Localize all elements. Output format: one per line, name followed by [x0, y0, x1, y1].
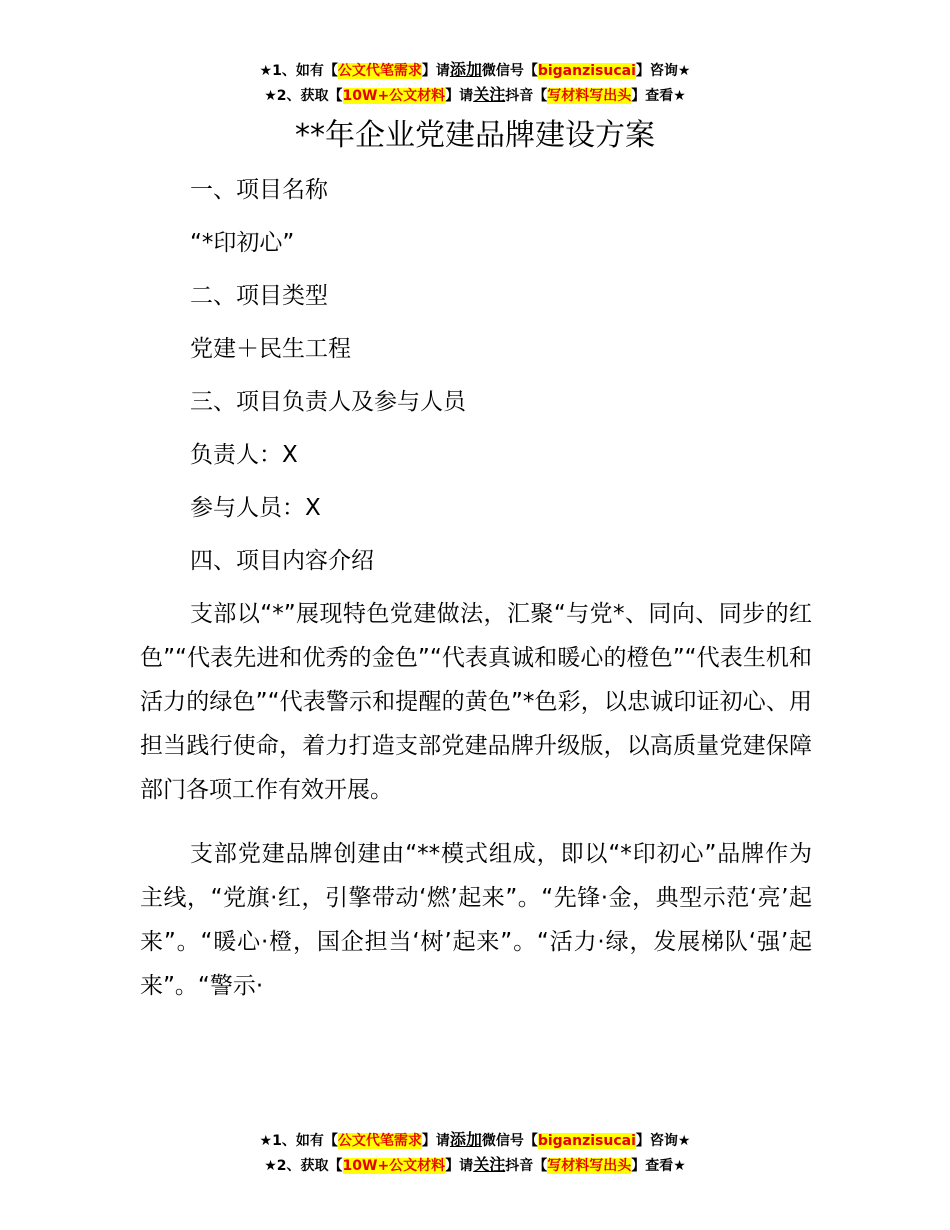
promo-text: 2、获取【 [276, 88, 343, 104]
promo-text: 1、如有【 [272, 1133, 338, 1149]
promo-text: 抖音【 [505, 1158, 548, 1174]
star-icon: ★ [673, 1158, 686, 1174]
footer-promo-banner [0, 1128, 950, 1178]
content-paragraph-2: 支部党建品牌创建由“**模式组成，即以“*印初心”品牌作为主线，“党旗·红，引擎带动‘燃’起来”。“先锋·金，典型示范‘亮’起来”。“暖心·橙，国企担当‘树’起来”。“活力·绿，发展梯队‘强’起来”。“警示· [140, 841, 812, 999]
section-heading-content: 四、项目内容介绍 [190, 548, 374, 574]
promo-underlined: 关注 [473, 1155, 506, 1174]
project-participants: 参与人员：X [190, 495, 321, 521]
promo-text: 】查看 [631, 1158, 674, 1174]
promo-text: 】查看 [631, 88, 674, 104]
promo-text: 】请 [445, 1158, 474, 1174]
promo-text: 】咨询 [635, 63, 678, 79]
promo-text: 微信号【 [481, 1133, 538, 1149]
wechat-id: biganzisucai [537, 1133, 636, 1149]
promo-line-1 [0, 58, 950, 83]
promo-underlined: 关注 [473, 85, 506, 104]
promo-line-2 [0, 83, 950, 108]
star-icon: ★ [673, 88, 686, 104]
project-type: 党建＋民生工程 [190, 336, 351, 362]
star-icon: ★ [677, 63, 691, 79]
promo-text: 】请 [445, 88, 474, 104]
star-icon: ★ [259, 1133, 273, 1149]
promo-text: 1、如有【 [272, 63, 338, 79]
promo-underlined: 添加 [449, 60, 482, 79]
promo-highlight: 10W+公文材料 [342, 1158, 446, 1174]
content-paragraph-1: 支部以“*”展现特色党建做法，汇聚“与党*、同向、同步的红色”“代表先进和优秀的金色”“代表真诚和暖心的橙色”“代表生机和活力的绿色”“代表警示和提醒的黄色”*色彩，以忠诚印证初心、用担当践行使命，着力打造支部党建品牌升级版，以高质量党建保障部门各项工作有效开展。 [140, 601, 812, 803]
section-heading-project-type: 二、项目类型 [190, 283, 328, 309]
section-heading-project-name: 一、项目名称 [190, 177, 328, 203]
promo-highlight: 公文代笔需求 [337, 1133, 422, 1149]
section-heading-personnel: 三、项目负责人及参与人员 [190, 389, 466, 415]
promo-text: 】请 [421, 63, 450, 79]
promo-line-1 [0, 1128, 950, 1153]
promo-text: 】请 [421, 1133, 450, 1149]
promo-text: 】咨询 [635, 1133, 678, 1149]
douyin-id: 写材料写出头 [547, 1158, 632, 1174]
promo-text: 2、获取【 [276, 1158, 343, 1174]
promo-highlight: 公文代笔需求 [337, 63, 422, 79]
star-icon: ★ [264, 88, 277, 104]
star-icon: ★ [677, 1133, 691, 1149]
document-title: **年企业党建品牌建设方案 [295, 118, 655, 153]
promo-text: 微信号【 [481, 63, 538, 79]
promo-line-2 [0, 1153, 950, 1178]
promo-text: 抖音【 [505, 88, 548, 104]
promo-underlined: 添加 [449, 1130, 482, 1149]
project-name: “*印初心” [190, 230, 295, 256]
header-promo-banner [0, 58, 950, 108]
wechat-id: biganzisucai [537, 63, 636, 79]
document-body [140, 168, 812, 1028]
star-icon: ★ [259, 63, 273, 79]
project-leader: 负责人：X [190, 442, 298, 468]
douyin-id: 写材料写出头 [547, 88, 632, 104]
star-icon: ★ [264, 1158, 277, 1174]
promo-highlight: 10W+公文材料 [342, 88, 446, 104]
